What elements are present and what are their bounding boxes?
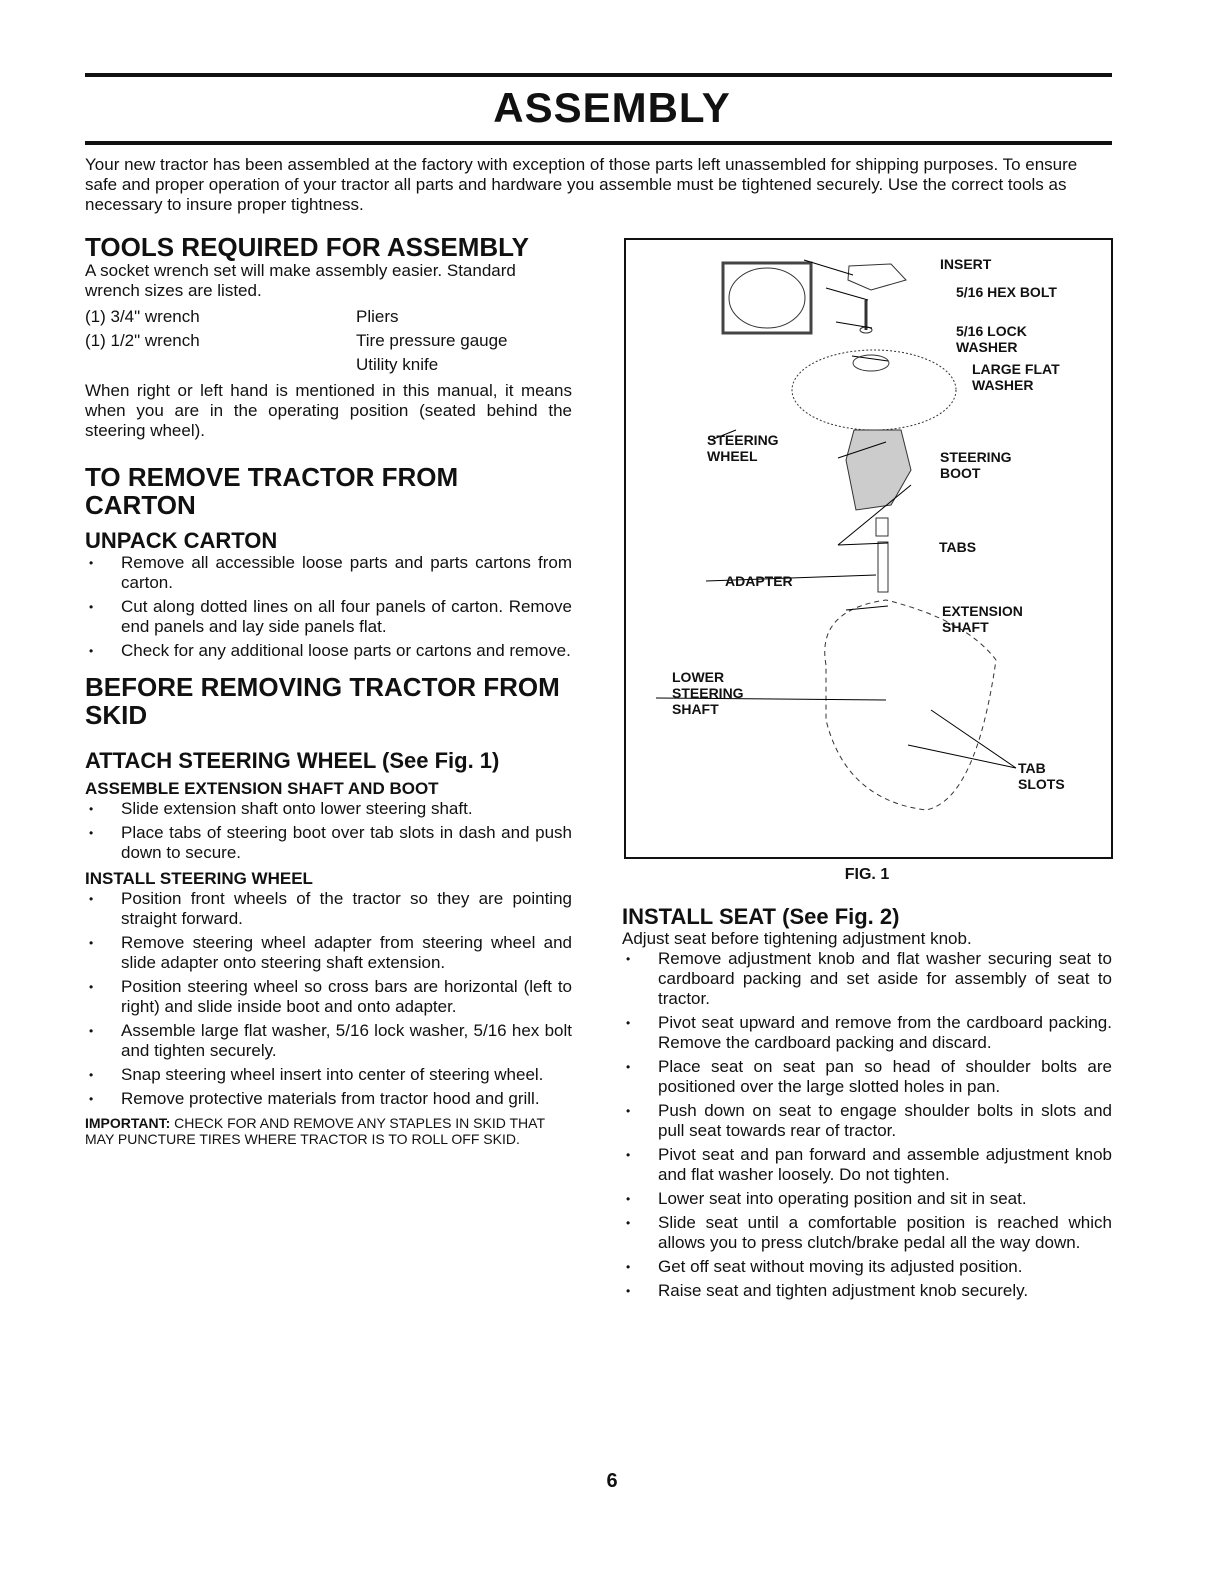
unpack-heading: UNPACK CARTON <box>85 528 278 553</box>
list-item: • Place tabs of steering boot over tab slots in dash and push down to secure. <box>85 823 572 863</box>
label-tab-slots: TAB SLOTS <box>1018 760 1065 792</box>
list-item: • Position steering wheel so cross bars are horizontal (left to right) and slide inside boot and onto adapter. <box>85 977 572 1017</box>
extension-shaft-icon <box>878 542 888 592</box>
list-item: • Remove all accessible loose parts and parts cartons from carton. <box>85 553 572 593</box>
steering-boot-icon <box>846 430 911 510</box>
list-item: • Pivot seat upward and remove from the cardboard packing. Remove the cardboard packing and discard. <box>622 1013 1112 1053</box>
tool-item: (1) 3/4" wrench <box>85 307 200 326</box>
label-insert: INSERT <box>940 256 992 272</box>
top-rule <box>85 73 1112 77</box>
insert-icon <box>848 264 906 290</box>
list-item: • Push down on seat to engage shoulder bolts in slots and pull seat towards rear of tractor. <box>622 1101 1112 1141</box>
list-item: • Check for any additional loose parts or cartons and remove. <box>85 641 572 661</box>
label-lower-shaft: LOWER STEERING SHAFT <box>672 669 744 717</box>
right-column <box>622 905 1112 1305</box>
tool-item: Pliers <box>356 307 399 326</box>
tools-note: When right or left hand is mentioned in this manual, it means when you are in the operating position (seated behind the steering wheel). <box>85 381 572 440</box>
list-item: • Assemble large flat washer, 5/16 lock washer, 5/16 hex bolt and tighten securely. <box>85 1021 572 1061</box>
label-extension-shaft: EXTENSION SHAFT <box>942 603 1023 635</box>
list-item: • Slide seat until a comfortable position is reached which allows you to press clutch/brake pedal all the way down. <box>622 1213 1112 1253</box>
page-title: ASSEMBLY <box>493 84 731 131</box>
important-label: IMPORTANT: <box>85 1115 171 1131</box>
list-item: • Get off seat without moving its adjusted position. <box>622 1257 1112 1277</box>
intro-paragraph: Your new tractor has been assembled at the factory with exception of those parts left unassembled for shipping purposes. To ensure safe and proper operation of your tractor all parts and hardware you assemble must be tightened securely. Use the correct tools as necessary to insure proper tightness. <box>85 155 1078 214</box>
important-text: CHECK FOR AND REMOVE ANY STAPLES IN SKID THAT MAY PUNCTURE TIRES WHERE TRACTOR IS TO ROLL OFF SKID. <box>85 1115 545 1147</box>
seat-list <box>622 949 1112 1301</box>
flat-washer-icon <box>853 355 889 371</box>
list-item: • Remove protective materials from tractor hood and grill. <box>85 1089 572 1109</box>
tools-heading: TOOLS REQUIRED FOR ASSEMBLY <box>85 232 529 262</box>
seat-text: Adjust seat before tightening adjustment knob. <box>622 929 972 948</box>
list-item: • Cut along dotted lines on all four panels of carton. Remove end panels and lay side panels flat. <box>85 597 572 637</box>
list-item: • Position front wheels of the tractor so they are pointing straight forward. <box>85 889 572 929</box>
list-item: • Slide extension shaft onto lower steering shaft. <box>85 799 572 819</box>
figure-caption: FIG. 1 <box>844 866 890 883</box>
page-number: 6 <box>606 1470 618 1492</box>
remove-heading: TO REMOVE TRACTOR FROM CARTON <box>85 462 459 520</box>
tools-text: A socket wrench set will make assembly easier. Standard wrench sizes are listed. <box>85 261 516 300</box>
inset-wheel-icon <box>723 263 811 333</box>
left-column <box>85 233 572 1147</box>
title-rule <box>85 141 1112 145</box>
figure-1 <box>624 238 1113 859</box>
label-steering-boot: STEERING BOOT <box>940 449 1012 481</box>
install-wheel-list <box>85 889 572 1109</box>
seat-heading: INSTALL SEAT (See Fig. 2) <box>622 904 900 929</box>
tool-item <box>85 353 356 377</box>
tool-item: Tire pressure gauge <box>356 331 508 350</box>
steering-wheel-icon <box>792 350 956 430</box>
label-hex-bolt: 5/16 HEX BOLT <box>956 284 1057 300</box>
assemble-heading: ASSEMBLE EXTENSION SHAFT AND BOOT <box>85 779 439 798</box>
list-item: • Remove adjustment knob and flat washer securing seat to cardboard packing and set aside for assembly of seat to tractor. <box>622 949 1112 1009</box>
list-item: • Raise seat and tighten adjustment knob securely. <box>622 1281 1112 1301</box>
adapter-icon <box>876 518 888 536</box>
tool-item: Utility knife <box>356 355 439 374</box>
assemble-list <box>85 799 572 863</box>
list-item: • Snap steering wheel insert into center of steering wheel. <box>85 1065 572 1085</box>
list-item: • Lower seat into operating position and sit in seat. <box>622 1189 1112 1209</box>
tools-list <box>85 305 572 377</box>
label-steering-wheel: STEERING WHEEL <box>707 432 779 464</box>
label-tabs: TABS <box>939 539 977 555</box>
label-flat-washer: LARGE FLAT WASHER <box>972 361 1060 393</box>
label-lock-washer: 5/16 LOCK WASHER <box>956 323 1027 355</box>
list-item: • Remove steering wheel adapter from steering wheel and slide adapter onto steering shaft extension. <box>85 933 572 973</box>
list-item: • Place seat on seat pan so head of shoulder bolts are positioned over the large slotted holes in pan. <box>622 1057 1112 1097</box>
label-adapter: ADAPTER <box>725 573 793 589</box>
before-heading: BEFORE REMOVING TRACTOR FROM SKID <box>85 672 560 730</box>
tool-item: (1) 1/2" wrench <box>85 331 200 350</box>
install-wheel-heading: INSTALL STEERING WHEEL <box>85 869 313 888</box>
attach-heading: ATTACH STEERING WHEEL (See Fig. 1) <box>85 748 500 773</box>
unpack-list <box>85 553 572 661</box>
important-note <box>85 1115 572 1147</box>
list-item: • Pivot seat and pan forward and assemble adjustment knob and flat washer loosely. Do not tighten. <box>622 1145 1112 1185</box>
